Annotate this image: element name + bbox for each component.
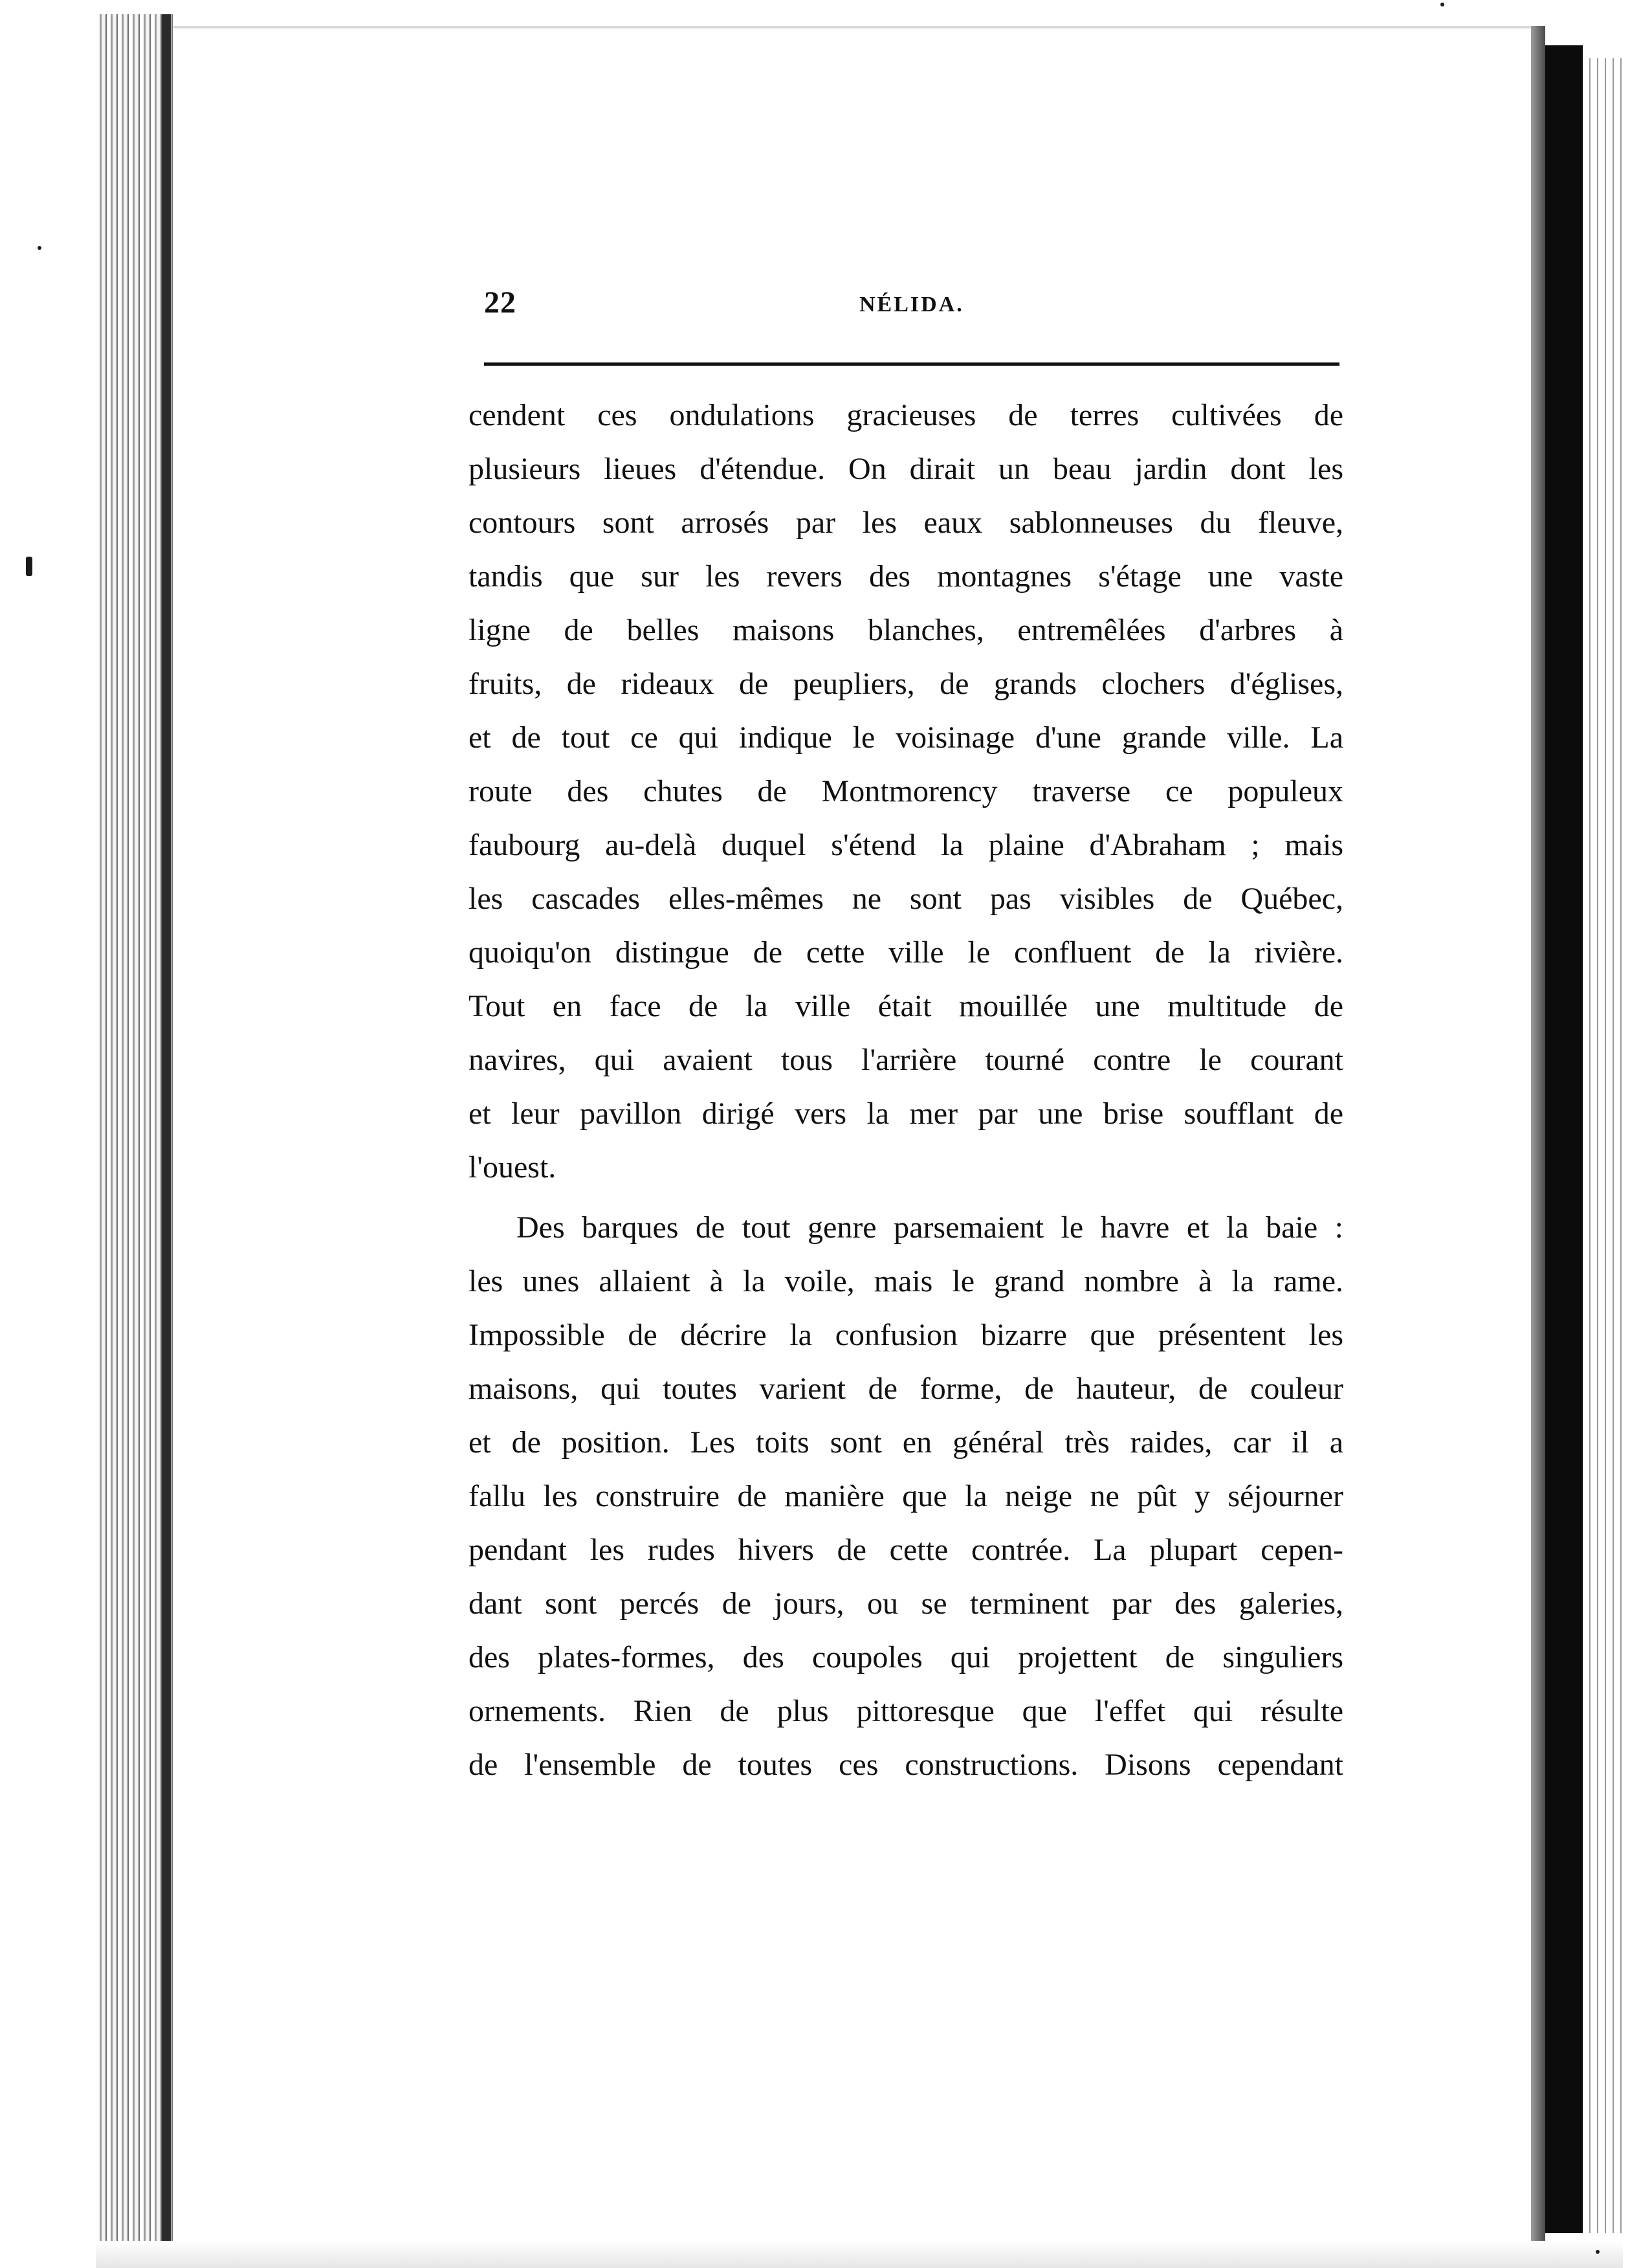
- text-line: fruits, de rideaux de peupliers, de grands clochers d'églises,: [468, 667, 1343, 701]
- scan-speck: [1596, 2250, 1600, 2254]
- paragraph-gap: [468, 1194, 1343, 1201]
- text-line: plusieurs lieues d'étendue. On dirait un beau jardin dont les: [468, 452, 1343, 486]
- text-line: Des barques de tout genre parsemaient le havre et la baie :: [516, 1210, 1343, 1245]
- text-line: tandis que sur les revers des montagnes s'étage une vaste: [468, 559, 1343, 594]
- text-line: des plates-formes, des coupoles qui projettent de singuliers: [468, 1640, 1343, 1674]
- header-rule: [484, 362, 1339, 366]
- text-line: de l'ensemble de toutes ces constructions. Disons cependant: [468, 1748, 1343, 1782]
- text-line: pendant les rudes hivers de cette contrée. La plupart cepen-: [468, 1533, 1343, 1567]
- scan-speck: [38, 246, 41, 250]
- scan-dark-band-right: [1545, 45, 1583, 2233]
- text-line: Tout en face de la ville était mouillée une multitude de: [468, 989, 1343, 1023]
- text-line: les cascades elles-mêmes ne sont pas visibles de Québec,: [468, 882, 1343, 916]
- text-line: quoiqu'on distingue de cette ville le confluent de la rivière.: [468, 935, 1343, 970]
- page-edge-shadow-right: [1531, 26, 1545, 2246]
- page-number: 22: [484, 285, 516, 320]
- text-line: ligne de belles maisons blanches, entremêlées d'arbres à: [468, 613, 1343, 647]
- scan-speck: [26, 557, 32, 576]
- body-text: [468, 388, 1343, 1792]
- scan-bottom-gutter: [96, 2241, 1623, 2268]
- text-line: les unes allaient à la voile, mais le grand nombre à la rame.: [468, 1264, 1343, 1298]
- text-line: fallu les construire de manière que la neige ne pût y séjourner: [468, 1479, 1343, 1513]
- book-page-edges-right: [1583, 58, 1622, 2233]
- text-line: contours sont arrosés par les eaux sablonneuses du fleuve,: [468, 506, 1343, 540]
- paragraph: [468, 388, 1343, 1194]
- text-line: cendent ces ondulations gracieuses de terres cultivées de: [468, 398, 1343, 432]
- running-title: NÉLIDA.: [859, 293, 964, 317]
- text-line: et de tout ce qui indique le voisinage d'une grande ville. La: [468, 720, 1343, 755]
- binding-shadow: [162, 14, 171, 2241]
- scan-speck: [1440, 3, 1444, 6]
- text-line: l'ouest.: [468, 1150, 556, 1184]
- text-line: et leur pavillon dirigé vers la mer par une brise soufflant de: [468, 1096, 1343, 1131]
- text-line: Impossible de décrire la confusion bizarre que présentent les: [468, 1318, 1343, 1352]
- text-line: route des chutes de Montmorency traverse ce populeux: [468, 774, 1343, 808]
- text-line: maisons, qui toutes varient de forme, de hauteur, de couleur: [468, 1372, 1343, 1406]
- text-line: et de position. Les toits sont en général très raides, car il a: [468, 1425, 1343, 1460]
- text-line: ornements. Rien de plus pittoresque que l'effet qui résulte: [468, 1694, 1343, 1728]
- text-line: faubourg au-delà duquel s'étend la plaine d'Abraham ; mais: [468, 828, 1343, 862]
- running-header: [484, 285, 1339, 330]
- text-line: dant sont percés de jours, ou se terminent par des galeries,: [468, 1586, 1343, 1621]
- text-line: navires, qui avaient tous l'arrière tourné contre le courant: [468, 1043, 1343, 1077]
- paragraph: [468, 1201, 1343, 1792]
